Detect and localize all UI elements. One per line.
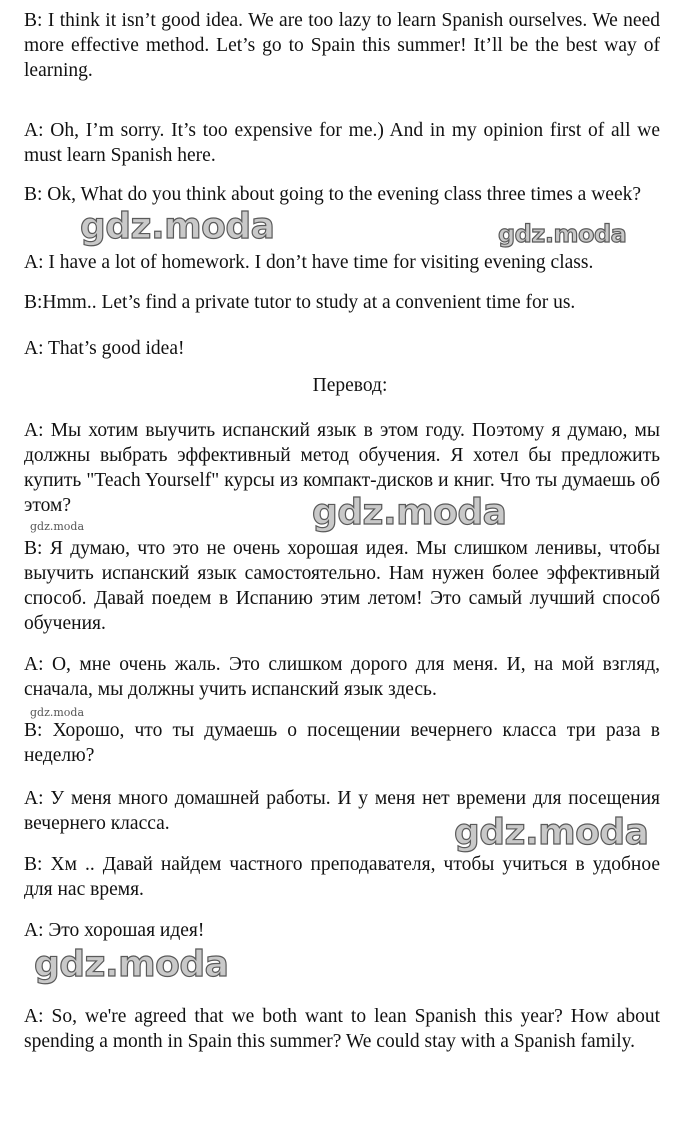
translation-line-a-2: А: О, мне очень жаль. Это слишком дорого для меня. И, на мой взгляд, сначала, мы должны учить испанский язык здесь. xyxy=(24,654,660,700)
watermark-logo: gdz.moda xyxy=(312,492,507,533)
translation-line-b-2: В: Хорошо, что ты думаешь о посещении вечернего класса три раза в неделю? xyxy=(24,720,660,766)
translation-line-b-3: В: Хм .. Давай найдем частного преподавателя, чтобы учиться в удобное для нас время. xyxy=(24,854,660,900)
watermark-logo: gdz.moda xyxy=(498,220,627,248)
watermark-logo: gdz.moda xyxy=(454,812,649,853)
translation-line-b-1: В: Я думаю, что это не очень хорошая идея. Мы слишком ленивы, чтобы выучить испанский язык самостоятельно. Нам нужен более эффективный способ. Давай поедем в Испанию этим летом! Это самый лучший способ обучения. xyxy=(24,538,660,634)
watermark-logo: gdz.moda xyxy=(80,206,275,247)
watermark-logo: gdz.moda xyxy=(34,944,229,985)
translation-line-a-1: А: Мы хотим выучить испанский язык в этом году. Поэтому я думаю, мы должны выбрать эффективный метод обучения. Я хотел бы предложить купить "Teach Yourself" курсы из компакт-дисков и книг. Что ты думаешь об этом? xyxy=(24,420,660,516)
watermark-logo-small: gdz.moda xyxy=(30,706,85,719)
dialogue-line-b-3: B:Hmm.. Let’s find a private tutor to study at a convenient time for us. xyxy=(24,292,576,313)
translation-line-a-3: А: У меня много домашней работы. И у меня нет времени для посещения вечернего класса. xyxy=(24,788,660,834)
dialogue-line-b-1: B: I think it isn’t good idea. We are too lazy to learn Spanish ourselves. We need more effective method. Let’s go to Spain this summer! It’ll be the best way of learning. xyxy=(24,10,660,81)
translation-heading: Перевод: xyxy=(312,375,388,396)
dialogue-line-a-3: A: That’s good idea! xyxy=(24,338,185,359)
dialogue-line-b-2: B: Ok, What do you think about going to the evening class three times a week? xyxy=(24,184,642,205)
dialogue-line-a-1: A: Oh, I’m sorry. It’s too expensive for me.) And in my opinion first of all we must learn Spanish here. xyxy=(24,120,660,166)
dialogue-line-a-4: A: So, we're agreed that we both want to lean Spanish this year? How about spending a month in Spain this summer? We could stay with a Spanish family. xyxy=(24,1006,660,1052)
watermark-logo-small: gdz.moda xyxy=(30,520,85,533)
dialogue-line-a-2: A: I have a lot of homework. I don’t have time for visiting evening class. xyxy=(24,252,594,273)
translation-line-a-4: А: Это хорошая идея! xyxy=(24,920,205,941)
